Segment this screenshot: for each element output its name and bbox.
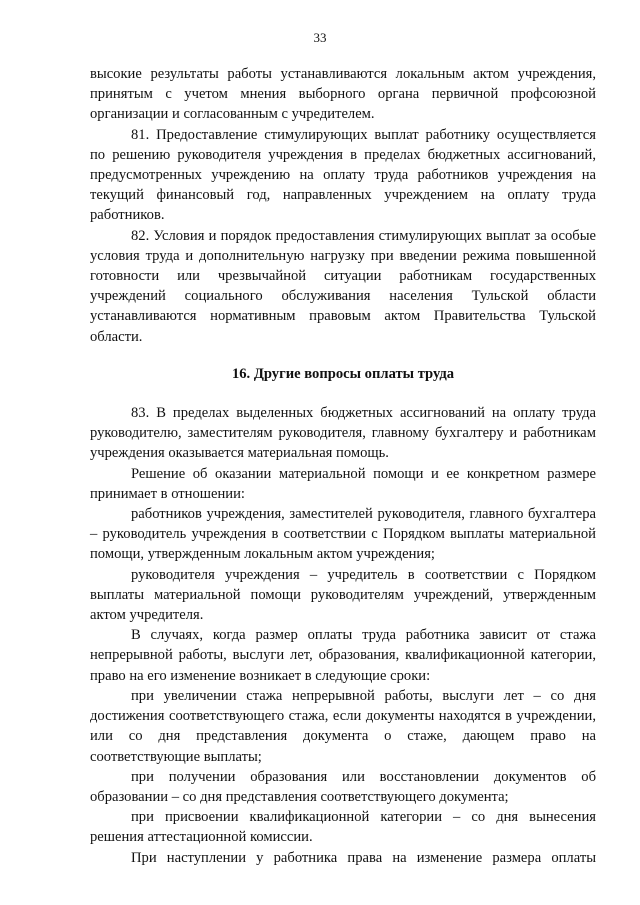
- paragraph: Решение об оказании материальной помощи и ее конкретном размере принимает в отношении:: [90, 465, 596, 502]
- paragraph: В случаях, когда размер оплаты труда работника зависит от стажа непрерывной работы, выслуги лет, образования, квалификационной категории, право на его изменение возникает в следующие сроки:: [90, 627, 596, 684]
- paragraph-83: 83. В пределах выделенных бюджетных ассигнований на оплату труда руководителю, заместителям руководителя, главному бухгалтеру и работникам учреждения оказывается материальная помощь.: [90, 405, 596, 462]
- paragraph-81: 81. Предоставление стимулирующих выплат работнику осуществляется по решению руководителя учреждения в пределах бюджетных ассигнований, предусмотренных учреждению на оплату труда работников учреждения на текущий финансовый год, направленных учреждением на оплату труда работников.: [90, 126, 596, 224]
- list-item: при увеличении стажа непрерывной работы, выслуги лет – со дня достижения соответствующего стажа, если документы находятся в учреждении, или со дня представления документа о стаже, дающем право на соответствующие выплаты;: [90, 687, 596, 765]
- list-item: при получении образования или восстановлении документов об образовании – со дня представления соответствующего документа;: [90, 768, 596, 805]
- paragraph: При наступлении у работника права на изменение размера оплаты: [131, 849, 596, 866]
- list-item: при присвоении квалификационной категории – со дня вынесения решения аттестационной комиссии.: [90, 809, 596, 846]
- paragraph: высокие результаты работы устанавливаются локальным актом учреждения, принятым с учетом мнения выборного органа первичной профсоюзной организации и согласованным с учредителем.: [90, 66, 596, 123]
- document-body: [90, 64, 596, 868]
- paragraph-82: 82. Условия и порядок предоставления стимулирующих выплат за особые условия труда и дополнительную нагрузку при введении режима повышенной готовности или чрезвычайной ситуации работникам государственных учреждений социального обслуживания населения Тульской области устанавливаются нормативным правовым актом Правительства Тульской области.: [90, 227, 596, 345]
- list-item: руководителя учреждения – учредитель в соответствии с Порядком выплаты материальной помощи руководителям учреждений, утвержденным актом учредителя.: [90, 566, 596, 624]
- section-heading: 16. Другие вопросы оплаты труда: [231, 365, 455, 382]
- list-item: работников учреждения, заместителей руководителя, главного бухгалтера – руководитель учреждения в соответствии с Порядком выплаты материальной помощи, утвержденным локальным актом учреждения;: [90, 506, 596, 563]
- page-number: 33: [313, 30, 327, 45]
